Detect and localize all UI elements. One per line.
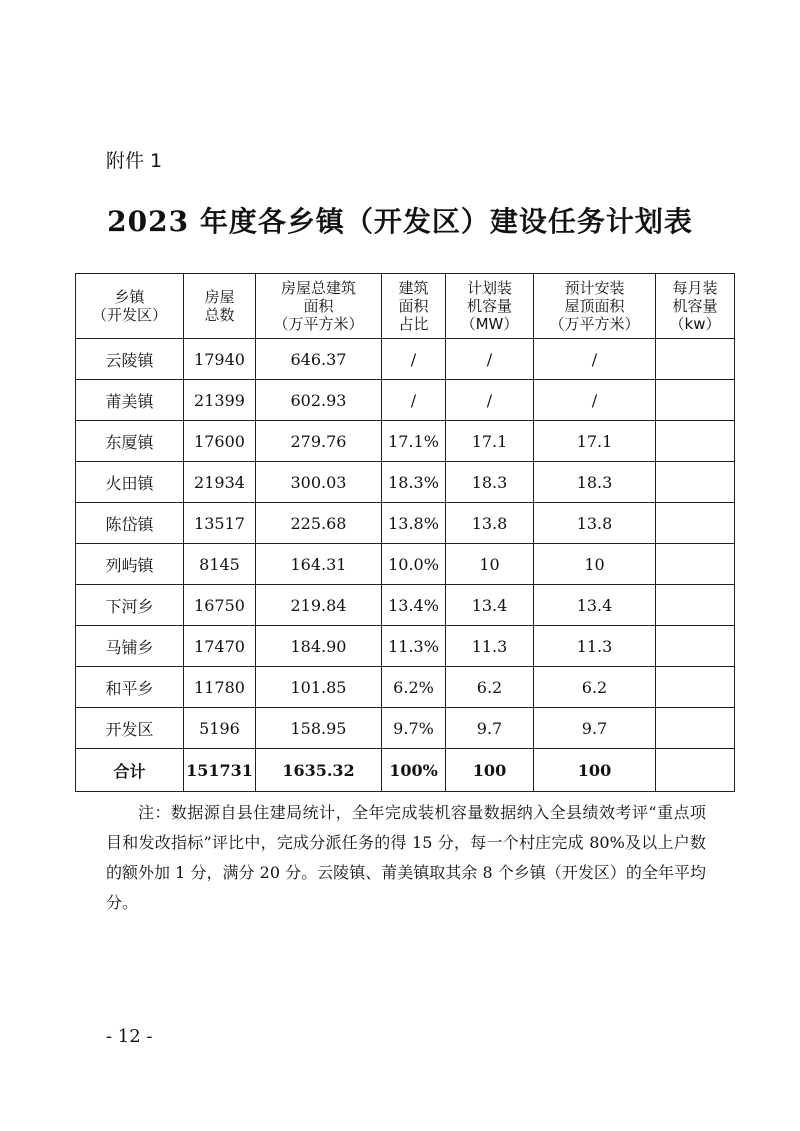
cell-total-house-count: 151731	[184, 749, 256, 792]
cell-town: 陈岱镇	[76, 503, 184, 544]
table-row	[76, 421, 735, 462]
cell-planned-capacity: 10	[446, 544, 534, 585]
cell-total-area: 158.95	[256, 708, 382, 749]
cell-total-ratio: 100%	[382, 749, 446, 792]
cell-roof-area: 17.1	[534, 421, 656, 462]
header-town: 乡镇 （开发区）	[76, 274, 184, 339]
table-row	[76, 708, 735, 749]
cell-total-capacity: 100	[446, 749, 534, 792]
cell-total-area: 602.93	[256, 380, 382, 421]
cell-total-area: 219.84	[256, 585, 382, 626]
cell-area-ratio: 13.8%	[382, 503, 446, 544]
cell-total-area: 646.37	[256, 339, 382, 380]
cell-planned-capacity: 9.7	[446, 708, 534, 749]
attachment-label: 附件 1	[106, 150, 163, 172]
cell-roof-area: 6.2	[534, 667, 656, 708]
header-planned-capacity: 计划装 机容量 （MW）	[446, 274, 534, 339]
table-row	[76, 667, 735, 708]
cell-planned-capacity: 13.4	[446, 585, 534, 626]
cell-planned-capacity: 13.8	[446, 503, 534, 544]
cell-house-count: 21934	[184, 462, 256, 503]
cell-monthly-capacity	[656, 421, 735, 462]
cell-planned-capacity: 18.3	[446, 462, 534, 503]
table-row	[76, 585, 735, 626]
cell-house-count: 8145	[184, 544, 256, 585]
cell-monthly-capacity	[656, 708, 735, 749]
cell-town: 列屿镇	[76, 544, 184, 585]
cell-monthly-capacity	[656, 462, 735, 503]
cell-total-area: 184.90	[256, 626, 382, 667]
cell-area-ratio: /	[382, 339, 446, 380]
cell-roof-area: /	[534, 339, 656, 380]
cell-house-count: 21399	[184, 380, 256, 421]
table-header-row	[76, 274, 735, 339]
cell-area-ratio: 17.1%	[382, 421, 446, 462]
cell-roof-area: /	[534, 380, 656, 421]
cell-roof-area: 13.4	[534, 585, 656, 626]
cell-monthly-capacity	[656, 503, 735, 544]
cell-total-area: 300.03	[256, 462, 382, 503]
cell-area-ratio: 11.3%	[382, 626, 446, 667]
cell-monthly-capacity	[656, 626, 735, 667]
cell-total-label: 合计	[76, 749, 184, 792]
header-area-ratio: 建筑 面积 占比	[382, 274, 446, 339]
table-row	[76, 626, 735, 667]
cell-town: 莆美镇	[76, 380, 184, 421]
cell-house-count: 16750	[184, 585, 256, 626]
cell-area-ratio: 18.3%	[382, 462, 446, 503]
cell-total-monthly	[656, 749, 735, 792]
table-row	[76, 503, 735, 544]
cell-town: 下河乡	[76, 585, 184, 626]
table-row	[76, 339, 735, 380]
cell-house-count: 13517	[184, 503, 256, 544]
table-row	[76, 462, 735, 503]
table-total-row	[76, 749, 735, 792]
cell-roof-area: 9.7	[534, 708, 656, 749]
task-plan-table	[75, 273, 735, 792]
cell-town: 和平乡	[76, 667, 184, 708]
cell-total-area: 164.31	[256, 544, 382, 585]
cell-town: 火田镇	[76, 462, 184, 503]
page-number: - 12 -	[106, 1026, 153, 1047]
cell-house-count: 17600	[184, 421, 256, 462]
cell-total-area: 225.68	[256, 503, 382, 544]
cell-monthly-capacity	[656, 380, 735, 421]
cell-monthly-capacity	[656, 667, 735, 708]
cell-house-count: 17470	[184, 626, 256, 667]
table-note: 注：数据源自县住建局统计，全年完成装机容量数据纳入全县绩效考评“重点项目和发改指标”评比中，完成分派任务的得 15 分，每一个村庄完成 80%及以上户数的额外加 1 分，满分 20 分。云陵镇、莆美镇取其余 8 个乡镇（开发区）的全年平均分。	[106, 803, 706, 912]
cell-roof-area: 11.3	[534, 626, 656, 667]
header-roof-area: 预计安装 屋顶面积 （万平方米）	[534, 274, 656, 339]
cell-planned-capacity: /	[446, 339, 534, 380]
cell-planned-capacity: 17.1	[446, 421, 534, 462]
cell-total-roof-area: 100	[534, 749, 656, 792]
cell-monthly-capacity	[656, 544, 735, 585]
cell-roof-area: 18.3	[534, 462, 656, 503]
cell-house-count: 11780	[184, 667, 256, 708]
cell-town: 开发区	[76, 708, 184, 749]
cell-planned-capacity: 6.2	[446, 667, 534, 708]
page-title: 2023 年度各乡镇（开发区）建设任务计划表	[107, 205, 693, 238]
cell-area-ratio: 13.4%	[382, 585, 446, 626]
cell-town: 云陵镇	[76, 339, 184, 380]
cell-town: 马铺乡	[76, 626, 184, 667]
cell-total-area: 279.76	[256, 421, 382, 462]
cell-planned-capacity: /	[446, 380, 534, 421]
cell-total-area: 101.85	[256, 667, 382, 708]
header-monthly-capacity: 每月装 机容量 （kw）	[656, 274, 735, 339]
cell-roof-area: 13.8	[534, 503, 656, 544]
table-row	[76, 544, 735, 585]
cell-town: 东厦镇	[76, 421, 184, 462]
cell-area-ratio: /	[382, 380, 446, 421]
cell-planned-capacity: 11.3	[446, 626, 534, 667]
cell-area-ratio: 6.2%	[382, 667, 446, 708]
cell-total-area-sum: 1635.32	[256, 749, 382, 792]
cell-area-ratio: 10.0%	[382, 544, 446, 585]
cell-roof-area: 10	[534, 544, 656, 585]
cell-house-count: 17940	[184, 339, 256, 380]
cell-area-ratio: 9.7%	[382, 708, 446, 749]
cell-house-count: 5196	[184, 708, 256, 749]
table-row	[76, 380, 735, 421]
cell-monthly-capacity	[656, 339, 735, 380]
header-total-area: 房屋总建筑 面积 （万平方米）	[256, 274, 382, 339]
cell-monthly-capacity	[656, 585, 735, 626]
header-house-count: 房屋 总数	[184, 274, 256, 339]
